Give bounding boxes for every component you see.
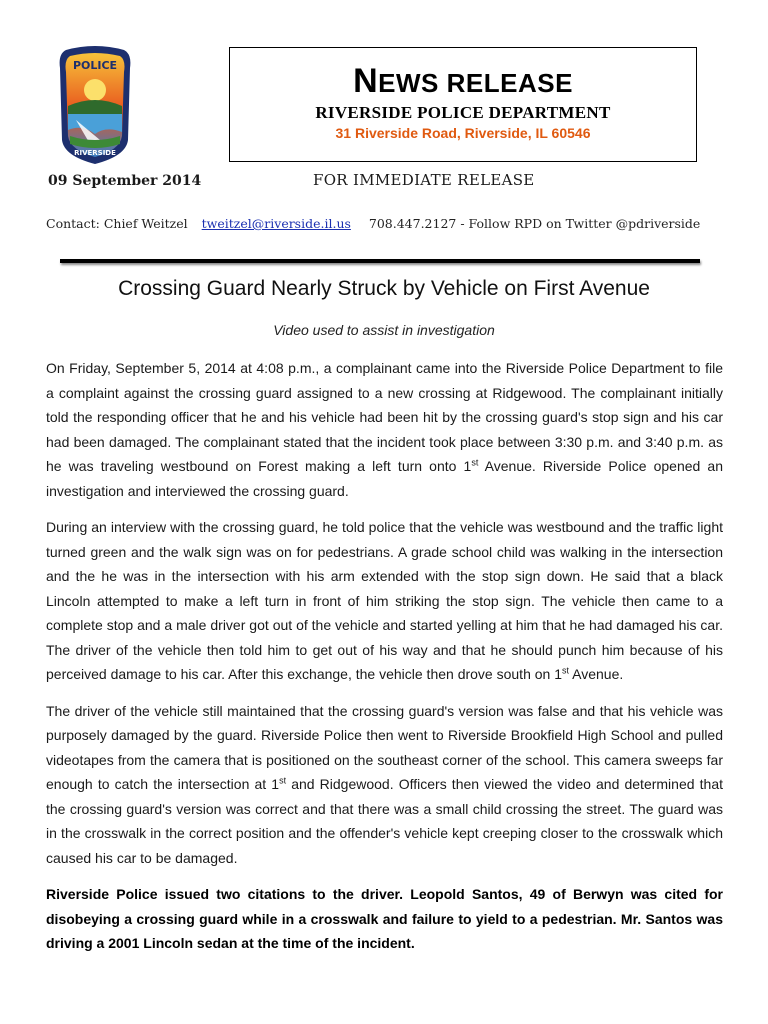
news-release-title: NEWS RELEASE: [353, 62, 573, 100]
contact-label: Contact: Chief Weitzel: [46, 216, 188, 231]
badge-bottom-text: RIVERSIDE: [74, 149, 116, 157]
police-badge-logo: [56, 44, 134, 166]
contact-phone-twitter: 708.447.2127 - Follow RPD on Twitter @pdriverside: [368, 216, 701, 231]
contact-email-link[interactable]: tweitzel@riverside.il.us: [201, 216, 351, 231]
paragraph-3: The driver of the vehicle still maintained that the crossing guard's version was false and that his vehicle was purposely damaged by the guard. Riverside Police then went to Riverside Brookfield High School and pulled videotapes from the camera that is positioned on the southeast corner of the school. This camera sweeps far enough to catch the intersection at 1st and Ridgewood. Officers then viewed the video and determined that the crossing guard's version was correct and that there was a small child crossing the street. The guard was in the crosswalk in the correct position and the offender's vehicle kept creeping closer to the crosswalk which caused his car to be damaged.: [46, 702, 723, 866]
department-name: RIVERSIDE POLICE DEPARTMENT: [315, 103, 611, 122]
immediate-release-label: FOR IMMEDIATE RELEASE: [313, 171, 535, 189]
article-headline: Crossing Guard Nearly Struck by Vehicle on First Avenue: [118, 277, 650, 300]
badge-top-text: POLICE: [72, 59, 118, 72]
header-divider: [60, 259, 700, 263]
paragraph-1: On Friday, September 5, 2014 at 4:08 p.m., a complainant came into the Riverside Police Department to file a complaint against the crossing guard assigned to a new crossing at Ridgewood. The complainant initially told the responding officer that he and his vehicle had been hit by the crossing guard's stop sign and his car had been damaged. The complainant stated that the incident took place between 3:30 p.m. and 3:40 p.m. as he was traveling westbound on Forest making a left turn onto 1st Avenue. Riverside Police opened an investigation and interviewed the crossing guard.: [46, 360, 723, 499]
article-subhead: Video used to assist in investigation: [273, 322, 495, 338]
department-address: 31 Riverside Road, Riverside, IL 60546: [335, 125, 591, 141]
paragraph-4: Riverside Police issued two citations to the driver. Leopold Santos, 49 of Berwyn was cited for disobeying a crossing guard while in a crosswalk and failure to yield to a pedestrian. Mr. Santos was driving a 2001 Lincoln sedan at the time of the incident.: [46, 886, 723, 951]
article-body: [46, 356, 723, 968]
contact-line: [46, 216, 700, 231]
release-date: 09 September 2014: [48, 173, 202, 189]
paragraph-2: During an interview with the crossing guard, he told police that the vehicle was westbound and the traffic light turned green and the walk sign was on for pedestrians. A grade school child was walking in the intersection and the he was in the intersection with his arm extended with the stop sign down. He said that a black Lincoln attempted to make a left turn in front of him striking the stop sign. The vehicle then came to a complete stop and a male driver got out of the vehicle and started yelling at him that he had damaged his car. The driver of the vehicle then told him to get out of his way and that he should punch him because of his perceived damage to his car. After this exchange, the vehicle then drove south on 1st Avenue.: [46, 519, 723, 682]
news-release-header: [229, 47, 697, 162]
